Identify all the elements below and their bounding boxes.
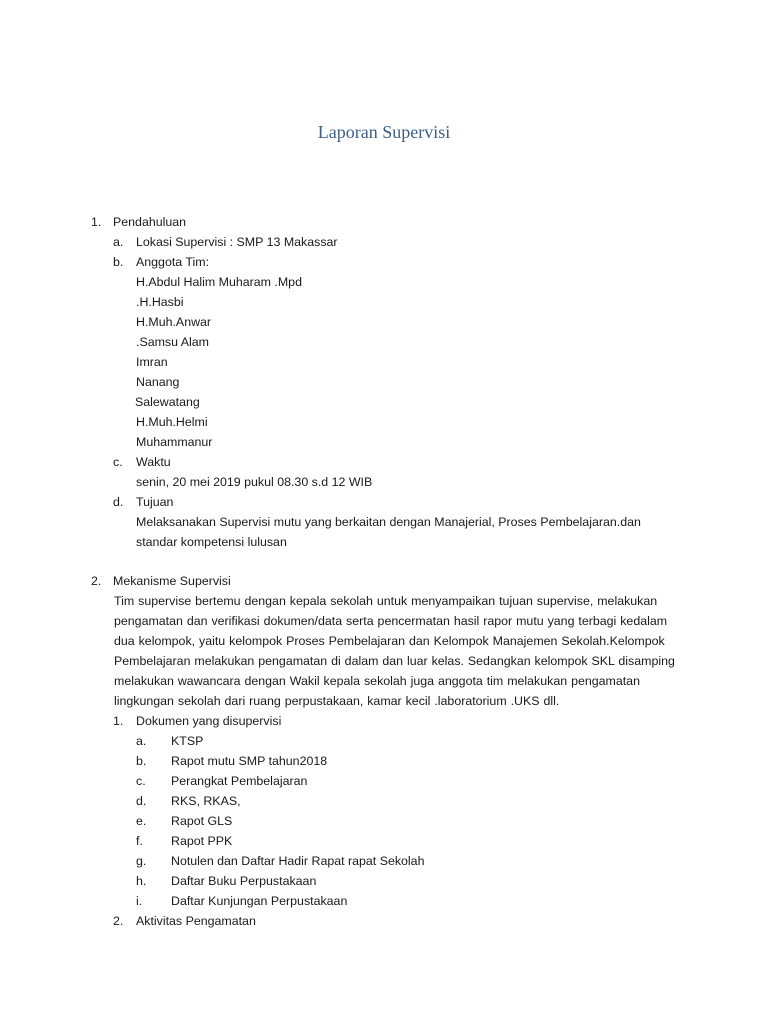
list-marker: f. [136, 834, 143, 848]
paragraph-line: Pembelajaran melakukan pengamatan di dalam dan luar kelas. Sedangkan kelompok SKL disamping [114, 654, 675, 668]
section-heading: Mekanisme Supervisi [113, 574, 231, 588]
tujuan-line: Melaksanakan Supervisi mutu yang berkaitan dengan Manajerial, Proses Pembelajaran.dan [136, 515, 641, 529]
team-member-name: H.Abdul Halim Muharam .Mpd [136, 275, 302, 289]
team-member-name: H.Muh.Helmi [136, 415, 208, 429]
subsection-number: 1. [113, 714, 124, 728]
team-member-name: Muhammanur [136, 435, 213, 449]
subsection-heading: Aktivitas Pengamatan [136, 914, 256, 928]
subsection-number: 2. [113, 914, 124, 928]
subsection-heading: Dokumen yang disupervisi [136, 714, 282, 728]
list-marker: e. [136, 814, 147, 828]
list-marker: b. [113, 255, 124, 269]
paragraph-line: melakukan wawancara dengan Wakil kepala sekolah juga anggota tim melakukan pengamatan [114, 674, 640, 688]
list-text: Rapot GLS [171, 814, 233, 828]
paragraph-line: pengamatan dan verifikasi dokumen/data serta pencermatan hasil rapor mutu yang terbagi kedalam [114, 614, 668, 628]
tujuan-line: standar kompetensi lulusan [136, 535, 287, 549]
list-marker: b. [136, 754, 147, 768]
list-marker: g. [136, 854, 147, 868]
team-member-name: H.Muh.Anwar [136, 315, 212, 329]
list-text: Daftar Buku Perpustakaan [171, 874, 317, 888]
team-member-name: Salewatang [135, 395, 200, 409]
section-heading: Pendahuluan [113, 215, 187, 229]
list-text: Waktu [136, 455, 171, 469]
document-title: Laporan Supervisi [317, 122, 451, 142]
list-text: Lokasi Supervisi : SMP 13 Makassar [136, 235, 338, 249]
list-text: Perangkat Pembelajaran [171, 774, 308, 788]
paragraph-line: dua kelompok, yaitu kelompok Proses Pembelajaran dan Kelompok Manajemen Sekolah.Kelompok [114, 634, 665, 648]
team-member-name: Imran [136, 355, 168, 369]
list-marker: d. [136, 794, 147, 808]
list-text: Tujuan [136, 495, 174, 509]
list-marker: c. [136, 774, 146, 788]
list-text: Rapot mutu SMP tahun2018 [171, 754, 328, 768]
list-marker: a. [113, 235, 124, 249]
section-number: 2. [91, 574, 102, 588]
team-member-name: Nanang [136, 375, 180, 389]
list-text: Daftar Kunjungan Perpustakaan [171, 894, 348, 908]
list-marker: c. [113, 455, 123, 469]
list-text: Rapot PPK [171, 834, 233, 848]
list-marker: d. [113, 495, 124, 509]
list-text: KTSP [171, 734, 204, 748]
list-marker: h. [136, 874, 147, 888]
mekanisme-paragraph [114, 591, 677, 711]
team-member-name: .H.Hasbi [136, 295, 184, 309]
team-member-name: .Samsu Alam [136, 335, 209, 349]
waktu-value: senin, 20 mei 2019 pukul 08.30 s.d 12 WIB [136, 475, 373, 489]
list-marker: a. [136, 734, 147, 748]
list-text: RKS, RKAS, [171, 794, 241, 808]
paragraph-line: Tim supervise bertemu dengan kepala sekolah untuk menyampaikan tujuan supervise, melakukan [114, 594, 658, 608]
list-text: Anggota Tim: [136, 255, 210, 269]
list-marker: i. [136, 894, 143, 908]
paragraph-line: lingkungan sekolah dari ruang perpustakaan, kamar kecil .laboratorium .UKS dll. [114, 694, 560, 708]
section-number: 1. [91, 215, 102, 229]
list-text: Notulen dan Daftar Hadir Rapat rapat Sekolah [171, 854, 425, 868]
